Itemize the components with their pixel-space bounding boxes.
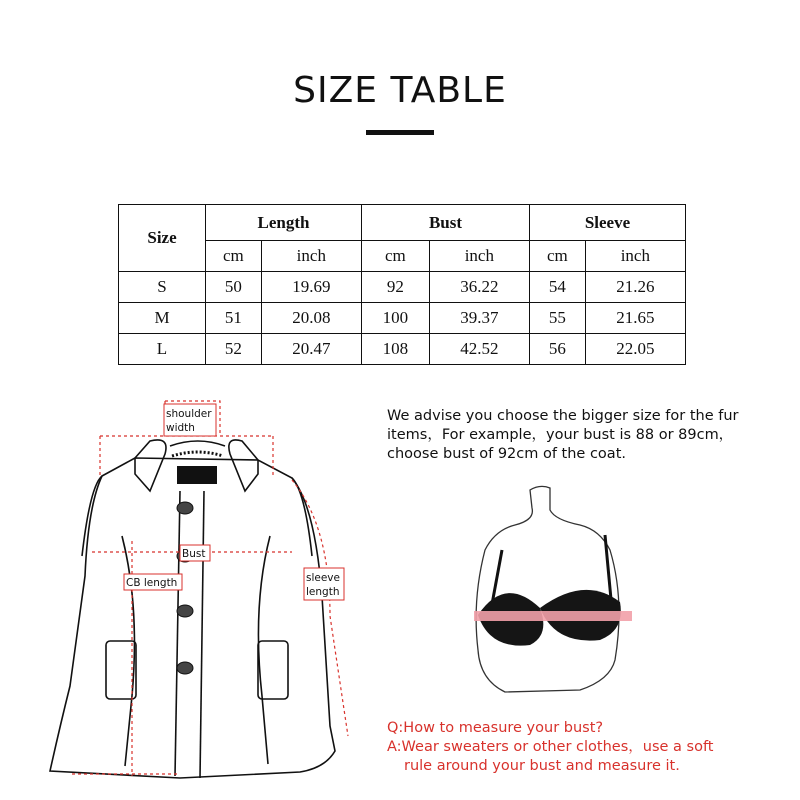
bust-header: Bust bbox=[361, 205, 529, 241]
sleeve-header: Sleeve bbox=[530, 205, 686, 241]
unit-cell: inch bbox=[585, 241, 685, 272]
table-cell: 20.08 bbox=[261, 303, 361, 334]
table-cell: 20.47 bbox=[261, 334, 361, 365]
coat-diagram bbox=[30, 396, 360, 800]
answer-text-line2: rule around your bust and measure it. bbox=[404, 758, 680, 774]
bust-label: Bust bbox=[182, 548, 206, 560]
cb-length-label: CB length bbox=[126, 577, 178, 589]
table-cell: 42.52 bbox=[429, 334, 529, 365]
table-row bbox=[119, 303, 686, 334]
table-row bbox=[119, 334, 686, 365]
unit-cell: cm bbox=[530, 241, 586, 272]
size-cell: L bbox=[119, 334, 206, 365]
shoulder-label-2: width bbox=[166, 422, 195, 434]
answer-text-line1: A:Wear sweaters or other clothes，use a soft bbox=[387, 739, 714, 755]
table-cell: 108 bbox=[361, 334, 429, 365]
title-underline bbox=[366, 130, 434, 135]
sleeve-label-1: sleeve bbox=[306, 572, 340, 584]
table-cell: 55 bbox=[530, 303, 586, 334]
length-header: Length bbox=[206, 205, 362, 241]
table-cell: 39.37 bbox=[429, 303, 529, 334]
shoulder-label-1: shoulder bbox=[166, 408, 212, 420]
sleeve-label-2: length bbox=[306, 586, 340, 598]
table-cell: 19.69 bbox=[261, 272, 361, 303]
bust-mannequin-illustration bbox=[460, 480, 660, 700]
measure-instructions bbox=[387, 719, 787, 776]
size-cell: M bbox=[119, 303, 206, 334]
measuring-band bbox=[474, 611, 632, 621]
table-cell: 51 bbox=[206, 303, 262, 334]
table-cell: 92 bbox=[361, 272, 429, 303]
table-cell: 50 bbox=[206, 272, 262, 303]
page-title: SIZE TABLE bbox=[293, 70, 507, 111]
table-cell: 22.05 bbox=[585, 334, 685, 365]
table-cell: 56 bbox=[530, 334, 586, 365]
unit-cell: cm bbox=[206, 241, 262, 272]
unit-cell: inch bbox=[429, 241, 529, 272]
size-cell: S bbox=[119, 272, 206, 303]
table-cell: 100 bbox=[361, 303, 429, 334]
size-header: Size bbox=[119, 205, 206, 272]
table-cell: 52 bbox=[206, 334, 262, 365]
unit-cell: inch bbox=[261, 241, 361, 272]
sizing-advice: We advise you choose the bigger size for the fur items，For example，your bust is 88 or 89cm， choose bust of 92cm of the coat. bbox=[387, 408, 739, 462]
size-table bbox=[118, 204, 686, 365]
table-cell: 21.26 bbox=[585, 272, 685, 303]
table-cell: 54 bbox=[530, 272, 586, 303]
table-cell: 21.65 bbox=[585, 303, 685, 334]
unit-cell: cm bbox=[361, 241, 429, 272]
table-header-row bbox=[119, 205, 686, 241]
table-row bbox=[119, 272, 686, 303]
table-cell: 36.22 bbox=[429, 272, 529, 303]
question-text: Q:How to measure your bust? bbox=[387, 720, 604, 736]
